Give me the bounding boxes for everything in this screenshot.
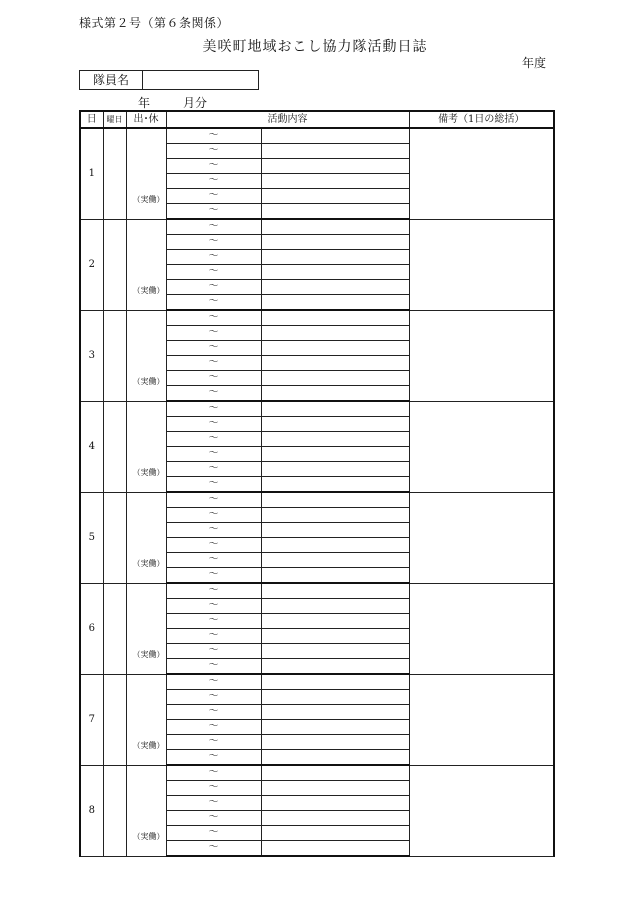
activity-cell[interactable] [261,492,409,508]
day-number-cell: 6 [80,583,103,674]
time-range-cell[interactable]: ～ [166,811,261,826]
time-range-cell[interactable]: ～ [166,492,261,508]
table-row [80,401,554,417]
activity-cell[interactable] [261,826,409,841]
table-row [80,219,554,235]
weekday-cell[interactable] [103,765,126,856]
activity-cell[interactable] [261,781,409,796]
time-range-cell[interactable]: ～ [166,432,261,447]
activity-cell[interactable] [261,250,409,265]
activity-cell[interactable] [261,629,409,644]
activity-cell[interactable] [261,508,409,523]
member-name-box [79,70,259,90]
table-row [80,310,554,326]
activity-cell[interactable] [261,644,409,659]
worked-label: （実働） [132,831,165,841]
weekday-cell[interactable] [103,310,126,401]
time-range-cell[interactable]: ～ [166,462,261,477]
col-header-remarks: 備考（1日の総括） [409,111,554,128]
activity-cell[interactable] [261,386,409,402]
time-range-cell[interactable]: ～ [166,765,261,781]
fiscal-year-label: 年度 [522,56,547,70]
activity-cell[interactable] [261,553,409,568]
day-number-cell: 8 [80,765,103,856]
activity-cell[interactable] [261,341,409,356]
time-range-cell[interactable]: ～ [166,280,261,295]
worked-label: （実働） [132,649,165,659]
activity-cell[interactable] [261,174,409,189]
attendance-cell[interactable] [126,492,166,583]
time-range-cell[interactable]: ～ [166,659,261,675]
attendance-cell[interactable] [126,310,166,401]
time-range-cell[interactable]: ～ [166,599,261,614]
attendance-cell[interactable] [126,219,166,310]
activity-cell[interactable] [261,310,409,326]
time-range-cell[interactable]: ～ [166,159,261,174]
attendance-cell[interactable] [126,583,166,674]
time-range-cell[interactable]: ～ [166,219,261,235]
remarks-cell[interactable] [409,219,554,310]
activity-cell[interactable] [261,523,409,538]
table-row [80,765,554,781]
attendance-cell[interactable] [126,765,166,856]
time-range-cell[interactable]: ～ [166,690,261,705]
activity-cell[interactable] [261,720,409,735]
activity-cell[interactable] [261,705,409,720]
time-range-cell[interactable]: ～ [166,265,261,280]
attendance-cell[interactable] [126,674,166,765]
remarks-cell[interactable] [409,310,554,401]
activity-cell[interactable] [261,189,409,204]
weekday-cell[interactable] [103,401,126,492]
time-range-cell[interactable]: ～ [166,174,261,189]
activity-cell[interactable] [261,295,409,311]
member-name-label: 隊員名 [80,71,143,89]
day-number-cell: 3 [80,310,103,401]
page-title: 美咲町地域おこし協力隊活動日誌 [202,39,428,55]
activity-cell[interactable] [261,128,409,144]
worked-label: （実働） [132,558,165,568]
time-range-cell[interactable]: ～ [166,629,261,644]
activity-cell[interactable] [261,280,409,295]
day-number-cell: 2 [80,219,103,310]
time-range-cell[interactable]: ～ [166,310,261,326]
weekday-cell[interactable] [103,674,126,765]
remarks-cell[interactable] [409,583,554,674]
attendance-cell[interactable] [126,401,166,492]
time-range-cell[interactable]: ～ [166,417,261,432]
col-header-weekday: 曜日 [103,111,126,128]
time-range-cell[interactable]: ～ [166,523,261,538]
time-range-cell[interactable]: ～ [166,705,261,720]
worked-label: （実働） [132,740,165,750]
weekday-cell[interactable] [103,128,126,219]
time-range-cell[interactable]: ～ [166,386,261,402]
table-row [80,583,554,599]
time-range-cell[interactable]: ～ [166,644,261,659]
time-range-cell[interactable]: ～ [166,553,261,568]
time-range-cell[interactable]: ～ [166,250,261,265]
time-range-cell[interactable]: ～ [166,735,261,750]
activity-cell[interactable] [261,477,409,493]
attendance-cell[interactable] [126,128,166,219]
day-number-cell: 4 [80,401,103,492]
time-range-cell[interactable]: ～ [166,614,261,629]
activity-cell[interactable] [261,811,409,826]
time-range-cell[interactable]: ～ [166,826,261,841]
worked-label: （実働） [132,195,165,204]
time-range-cell[interactable]: ～ [166,235,261,250]
time-range-cell[interactable]: ～ [166,295,261,311]
activity-cell[interactable] [261,765,409,781]
day-number-cell: 7 [80,674,103,765]
time-range-cell[interactable]: ～ [166,189,261,204]
activity-cell[interactable] [261,356,409,371]
remarks-cell[interactable] [409,401,554,492]
activity-cell[interactable] [261,159,409,174]
time-range-cell[interactable]: ～ [166,356,261,371]
remarks-cell[interactable] [409,492,554,583]
weekday-cell[interactable] [103,492,126,583]
activity-cell[interactable] [261,568,409,584]
activity-cell[interactable] [261,690,409,705]
time-range-cell[interactable]: ～ [166,144,261,159]
activity-cell[interactable] [261,735,409,750]
form-number: 様式第２号（第６条関係） [79,16,230,30]
year-label: 年 [138,96,151,110]
activity-cell[interactable] [261,401,409,417]
worked-label: （実働） [132,376,165,386]
time-range-cell[interactable]: ～ [166,341,261,356]
activity-cell[interactable] [261,674,409,690]
day-number-cell: 1 [80,128,103,219]
activity-cell[interactable] [261,538,409,553]
time-range-cell[interactable]: ～ [166,796,261,811]
time-range-cell[interactable]: ～ [166,477,261,493]
activity-cell[interactable] [261,417,409,432]
activity-cell[interactable] [261,371,409,386]
time-range-cell[interactable]: ～ [166,447,261,462]
activity-cell[interactable] [261,447,409,462]
weekday-cell[interactable] [103,219,126,310]
weekday-cell[interactable] [103,583,126,674]
time-range-cell[interactable]: ～ [166,674,261,690]
col-header-attendance: 出･休 [126,111,166,128]
time-range-cell[interactable]: ～ [166,781,261,796]
time-range-cell[interactable]: ～ [166,583,261,599]
col-header-activity: 活動内容 [166,111,409,128]
time-range-cell[interactable]: ～ [166,720,261,735]
activity-cell[interactable] [261,599,409,614]
time-range-cell[interactable]: ～ [166,128,261,144]
table-row [80,674,554,690]
time-range-cell[interactable]: ～ [166,538,261,553]
time-range-cell[interactable]: ～ [166,508,261,523]
remarks-cell[interactable] [409,674,554,765]
remarks-cell[interactable] [409,765,554,856]
activity-cell[interactable] [261,750,409,766]
activity-cell[interactable] [261,144,409,159]
worked-label: （実働） [132,467,165,477]
table-row [80,492,554,508]
activity-cell[interactable] [261,432,409,447]
month-label: 月分 [183,96,208,110]
activity-log-table [79,110,555,857]
activity-cell[interactable] [261,614,409,629]
activity-cell[interactable] [261,796,409,811]
day-number-cell: 5 [80,492,103,583]
activity-cell[interactable] [261,659,409,675]
worked-label: （実働） [132,285,165,295]
col-header-day: 日 [80,111,103,128]
activity-cell[interactable] [261,462,409,477]
activity-cell[interactable] [261,326,409,341]
time-range-cell[interactable]: ～ [166,204,261,220]
time-range-cell[interactable]: ～ [166,750,261,766]
time-range-cell[interactable]: ～ [166,371,261,386]
table-header-row [80,111,554,128]
member-name-field[interactable] [144,71,258,89]
time-range-cell[interactable]: ～ [166,568,261,584]
activity-cell[interactable] [261,219,409,235]
time-range-cell[interactable]: ～ [166,401,261,417]
activity-cell[interactable] [261,583,409,599]
activity-cell[interactable] [261,841,409,857]
remarks-cell[interactable] [409,128,554,219]
activity-cell[interactable] [261,204,409,220]
table-row [80,128,554,144]
activity-cell[interactable] [261,235,409,250]
time-range-cell[interactable]: ～ [166,326,261,341]
time-range-cell[interactable]: ～ [166,841,261,857]
activity-cell[interactable] [261,265,409,280]
